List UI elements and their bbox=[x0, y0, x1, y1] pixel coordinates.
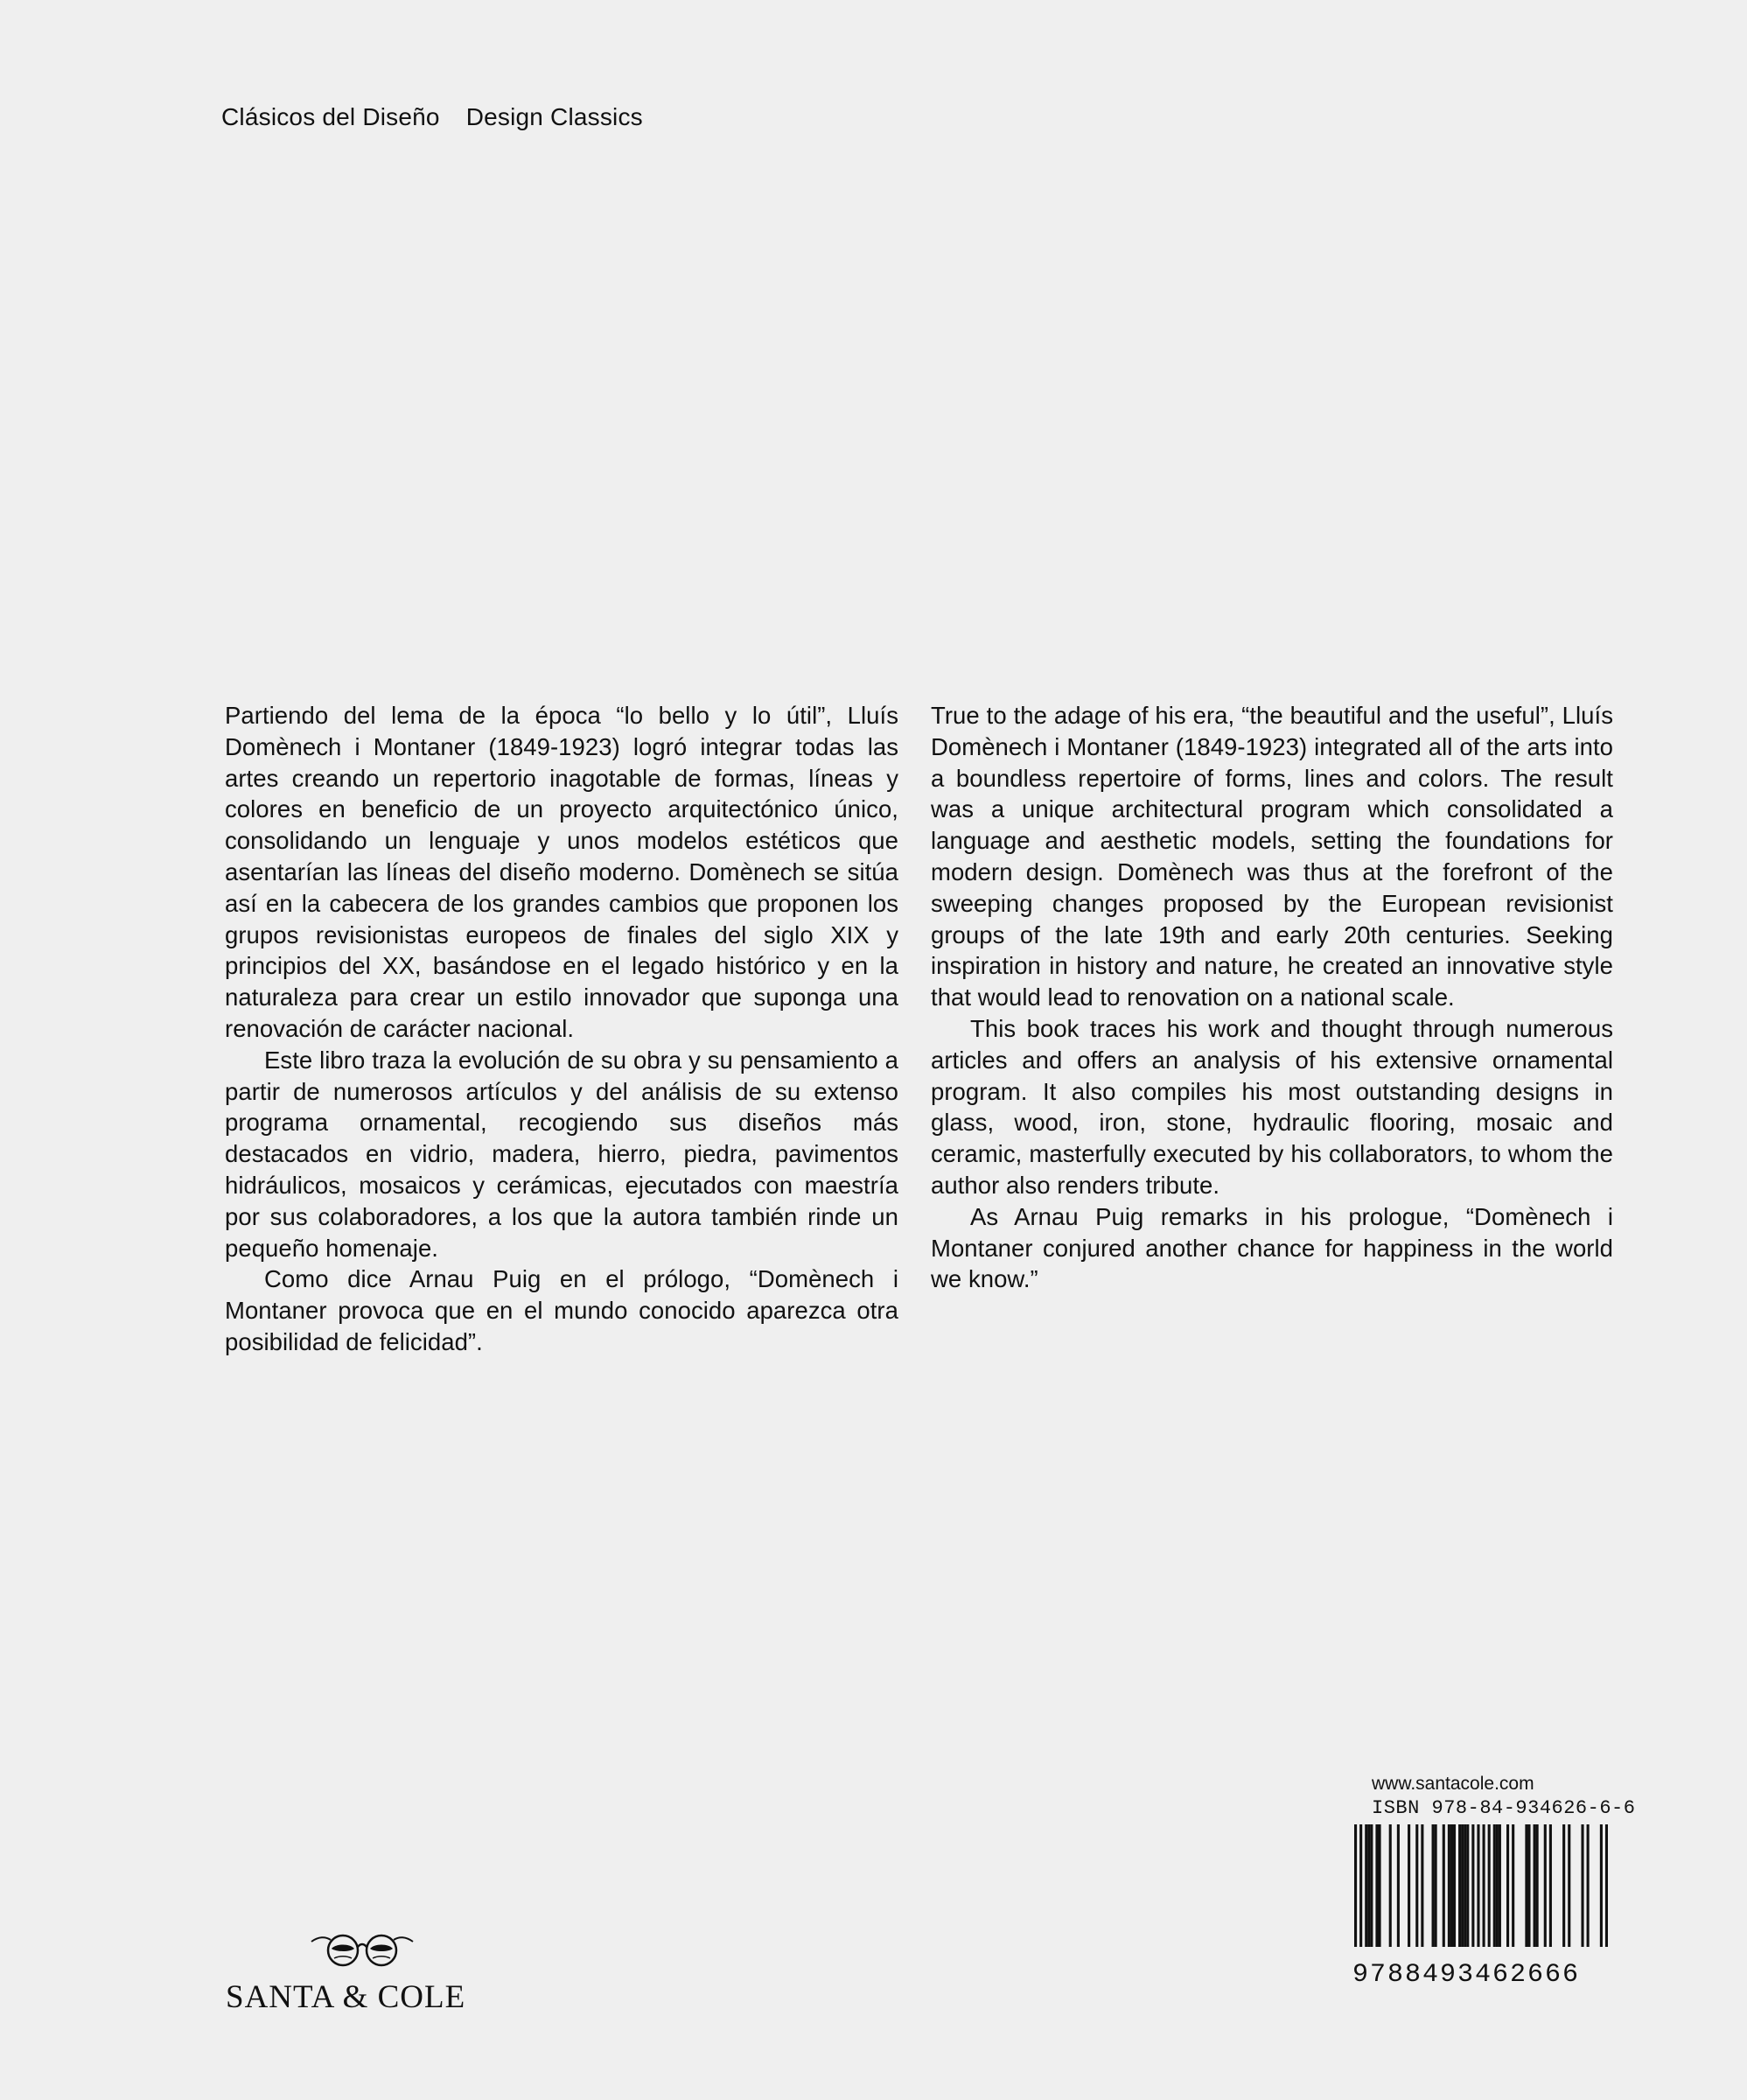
publisher-logo bbox=[226, 1929, 488, 2016]
barcode-bar bbox=[1443, 1824, 1445, 1947]
barcode-bar bbox=[1458, 1824, 1461, 1947]
barcode-bar bbox=[1375, 1824, 1378, 1947]
barcode-bar bbox=[1483, 1824, 1485, 1947]
barcode-bar bbox=[1534, 1824, 1536, 1947]
barcode-bar bbox=[1435, 1824, 1437, 1947]
series-title bbox=[221, 103, 643, 131]
barcode-bar bbox=[1359, 1824, 1362, 1947]
spanish-paragraph: Partiendo del lema de la época “lo bello y lo útil”, Lluís Domènech i Montaner (1849-1923) logró integrar todas las artes creando un repertorio inagotable de formas, líneas y colores en beneficio de un proyecto arquitectónico único, consolidando un lenguaje y unos modelos estéticos que asentarían las líneas del diseño moderno. Domènech se sitúa así en la cabecera de los grandes cambios que proponen los grupos revisionistas europeos de finales del siglo XIX y principios del XX, basándose en el legado histórico y en la naturaleza para crear un estilo innovador que suponga una renovación de carácter nacional. bbox=[225, 702, 898, 1042]
spanish-description bbox=[225, 700, 898, 1358]
barcode-bar bbox=[1527, 1824, 1530, 1947]
english-paragraph: True to the adage of his era, “the beautiful and the useful”, Lluís Domènech i Montaner (1849-1923) integrated all of the arts into a boundless repertoire of forms, lines and colors. The result was a unique architectural program which consolidated a language and aesthetic models, setting the foundations for modern design. Domènech was thus at the forefront of the sweeping changes proposed by the European revisionist groups of the late 19th and early 20th centuries. Seeking inspiration in history and nature, he created an innovative style that would lead to renovation on a national scale. bbox=[931, 702, 1613, 1012]
barcode-bar bbox=[1536, 1824, 1539, 1947]
spanish-paragraph: Como dice Arnau Puig en el prólogo, “Domènech i Montaner provoca que en el mundo conocido aparezca otra posibilidad de felicidad”. bbox=[225, 1265, 898, 1355]
barcode-bar bbox=[1464, 1824, 1466, 1947]
barcode-bar bbox=[1367, 1824, 1370, 1947]
english-paragraph: This book traces his work and thought through numerous articles and offers an analysis of his extensive ornamental program. It also compiles his most outstanding designs in glass, wood, iron, stone, hydraulic flooring, mosaic and ceramic, masterfully executed by his collaborators, to whom the author also renders tribute. bbox=[931, 1014, 1613, 1199]
barcode-bar bbox=[1378, 1824, 1380, 1947]
barcode-bar bbox=[1605, 1824, 1608, 1947]
barcode-bar bbox=[1461, 1824, 1464, 1947]
barcode-bar bbox=[1581, 1824, 1583, 1947]
barcode-digits: 9788493462666 bbox=[1352, 1960, 1581, 1990]
isbn-label: ISBN 978-84-934626-6-6 bbox=[1372, 1797, 1636, 1819]
barcode-bar bbox=[1568, 1824, 1570, 1947]
series-title-spanish: Clásicos del Diseño bbox=[221, 103, 440, 130]
barcode-bar bbox=[1496, 1824, 1499, 1947]
barcode-bar bbox=[1506, 1824, 1509, 1947]
barcode-bar bbox=[1421, 1824, 1423, 1947]
barcode-bar bbox=[1477, 1824, 1479, 1947]
barcode-bar bbox=[1408, 1824, 1410, 1947]
english-paragraph: As Arnau Puig remarks in his prologue, “Domènech i Montaner conjured another chance for happiness in the world we know.” bbox=[931, 1202, 1613, 1293]
barcode-bar bbox=[1544, 1824, 1547, 1947]
barcode-bar bbox=[1448, 1824, 1450, 1947]
barcode-bar bbox=[1432, 1824, 1435, 1947]
barcode-bar bbox=[1415, 1824, 1418, 1947]
barcode-bar bbox=[1354, 1824, 1357, 1947]
barcode-bar bbox=[1600, 1824, 1603, 1947]
glasses-icon bbox=[310, 1929, 415, 1971]
barcode-bar bbox=[1493, 1824, 1496, 1947]
isbn-barcode bbox=[1354, 1824, 1608, 1947]
barcode-bar bbox=[1397, 1824, 1400, 1947]
barcode-bar bbox=[1389, 1824, 1392, 1947]
barcode-bar bbox=[1562, 1824, 1565, 1947]
barcode-bar bbox=[1450, 1824, 1453, 1947]
publisher-website: www.santacole.com bbox=[1372, 1774, 1534, 1794]
barcode-bar bbox=[1512, 1824, 1514, 1947]
barcode-bar bbox=[1453, 1824, 1456, 1947]
barcode-bar bbox=[1370, 1824, 1373, 1947]
barcode-bar bbox=[1587, 1824, 1590, 1947]
barcode-bar bbox=[1499, 1824, 1501, 1947]
publisher-wordmark: SANTA & COLE bbox=[226, 1979, 466, 2015]
spanish-paragraph: Este libro traza la evolución de su obra y su pensamiento a partir de numerosos artículos y del análisis de su extenso programa ornamental, recogiendo sus diseños más destacados en vidrio, madera, hierro, piedra, pavimentos hidráulicos, mosaicos y cerámicas, ejecutados con maestría por sus colaboradores, a los que la autora también rinde un pequeño homenaje. bbox=[225, 1046, 898, 1262]
barcode-bar bbox=[1365, 1824, 1367, 1947]
barcode-bar bbox=[1549, 1824, 1552, 1947]
barcode-bar bbox=[1525, 1824, 1527, 1947]
barcode-bar bbox=[1488, 1824, 1491, 1947]
barcode-bar bbox=[1471, 1824, 1474, 1947]
english-description bbox=[931, 700, 1613, 1295]
series-title-english: Design Classics bbox=[465, 103, 643, 130]
barcode-bar bbox=[1466, 1824, 1469, 1947]
